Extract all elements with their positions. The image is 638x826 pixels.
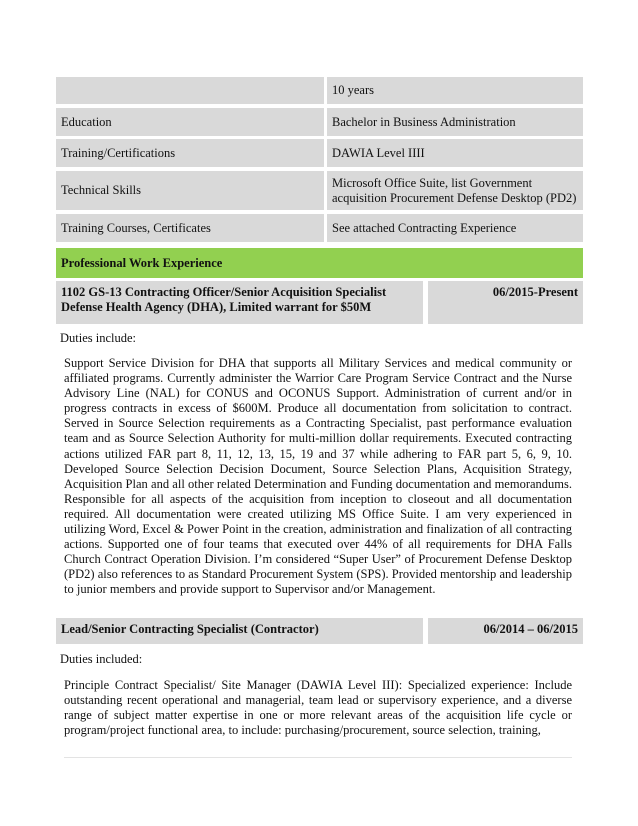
table-row-label: Training Courses, Certificates <box>56 214 324 242</box>
table-row-value: Bachelor in Business Administration <box>327 108 583 136</box>
job-title-block <box>56 281 423 324</box>
table-row-value: See attached Contracting Experience <box>327 214 583 242</box>
job-title: Lead/Senior Contracting Specialist (Contractor) <box>61 622 319 636</box>
table-row-label: Training/Certifications <box>56 139 324 167</box>
job-description: Principle Contract Specialist/ Site Manager (DAWIA Level III): Specialized experience: Include outstanding recent operational and managerial, team lead or supervisory experience, and a diverse range of subject matter expertise in one or more relevant areas of the acquisition life cycle or program/project functional area, to include: purchasing/procurement, source selection, training, <box>64 678 572 738</box>
job-agency: Defense Health Agency (DHA), Limited warrant for $50M <box>61 300 372 314</box>
job-title: 1102 GS-13 Contracting Officer/Senior Acquisition Specialist <box>61 285 387 299</box>
job-title-block <box>56 618 423 644</box>
table-row-value: 10 years <box>327 77 583 104</box>
table-row-label: Education <box>56 108 324 136</box>
job-dates: 06/2014 – 06/2015 <box>428 618 583 644</box>
duties-label: Duties include: <box>60 331 137 345</box>
section-header-professional-work-experience: Professional Work Experience <box>56 248 583 278</box>
table-row-value: Microsoft Office Suite, list Government acquisition Procurement Defense Desktop (PD2) <box>327 171 583 210</box>
job-dates: 06/2015-Present <box>428 281 583 324</box>
table-row-value: DAWIA Level IIII <box>327 139 583 167</box>
job-description: Support Service Division for DHA that supports all Military Services and medical community or affiliated programs. Currently administer the Warrior Care Program Service Contract and the Nurse Advisory Line (NAL) for CONUS and OCONUS Support. Administration of current and/or in progress contracts in excess of $600M. Produce all documentation from solicitation to contract. Served in Source Selection requirements as a Contracting Specialist, past performance evaluation team and as Source Selection Authority for multi-million dollar requirements. Executed contracting actions utilized FAR part 8, 11, 12, 13, 15, 19 and 37 while adhering to FAR part 5, 6, 9, 10. Developed Source Selection Decision Document, Source Selection Plans, Acquisition Strategy, Acquisition Plan and all other related Determination and Funding documentation and memorandums. Responsible for all aspects of the acquisition from inception to closeout and all documentation required. All documentation were created utilizing MS Office Suite. I am very experienced in utilizing Word, Excel & Power Point in the creation, administration and finalization of all contracting actions. Supported one of four teams that executed over 44% of all requirements for DHA Falls Church Contract Operation Division. I’m considered “Super User” of Procurement Defense Desktop (PD2) also references to as Standard Procurement System (SPS). Provided mentorship and leadership to junior members and provide support to Supervisor and/or Management. <box>64 356 572 597</box>
page-divider <box>64 757 572 758</box>
table-row-label <box>56 77 324 104</box>
table-row-label: Technical Skills <box>56 171 324 210</box>
duties-label: Duties included: <box>60 652 143 666</box>
